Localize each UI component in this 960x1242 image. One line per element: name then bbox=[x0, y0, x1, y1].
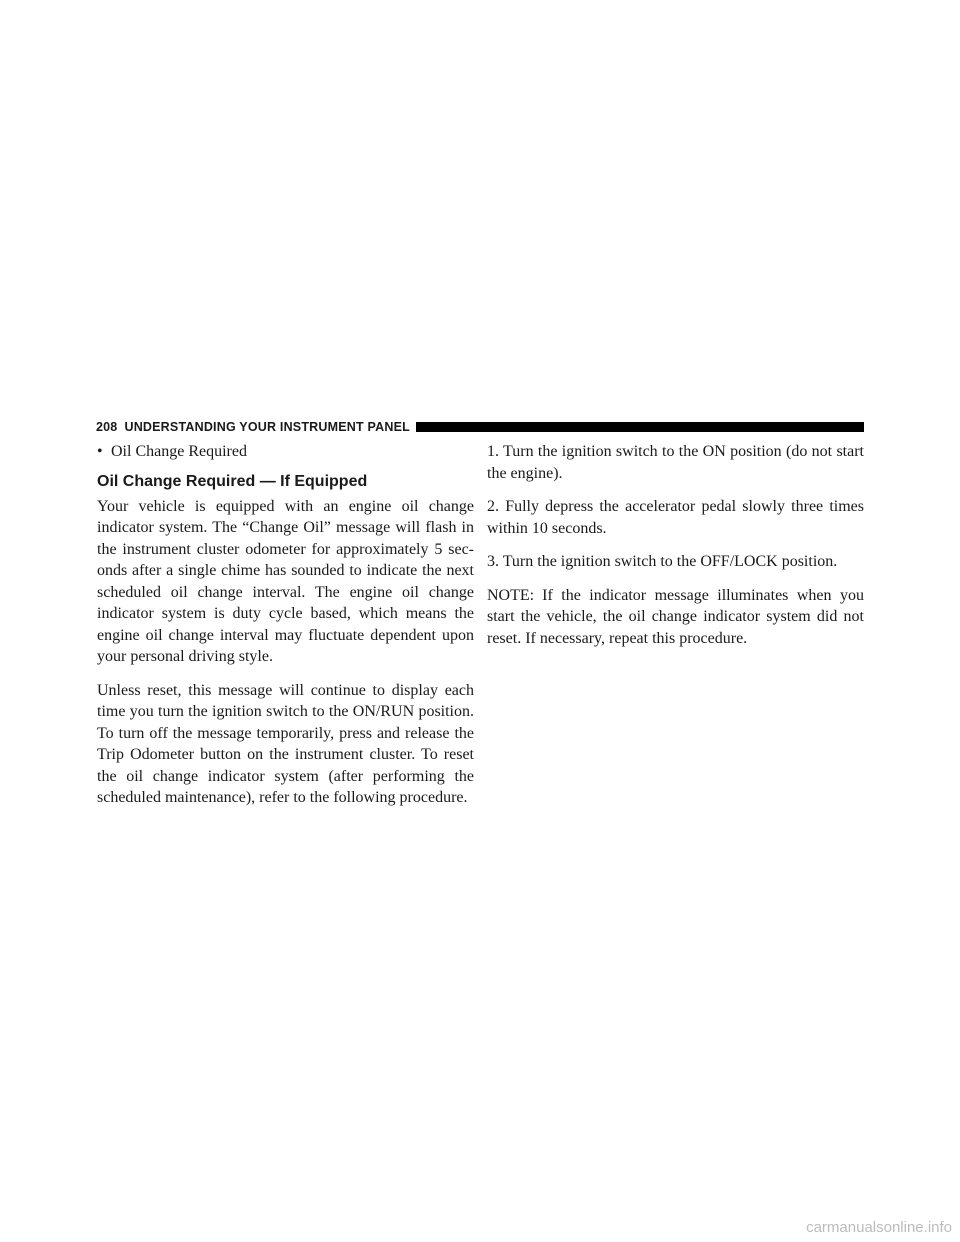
header-rule bbox=[416, 422, 864, 432]
page-header bbox=[96, 418, 864, 436]
step-2: 2. Fully depress the accelerator pedal slowly three times within 10 seconds. bbox=[487, 498, 864, 537]
section-heading: Oil Change Required — If Equipped bbox=[97, 472, 368, 490]
note-label: NOTE: bbox=[487, 586, 535, 604]
paragraph-reset: Unless reset, this message will continue to display each time you turn the ignition switch to the ON/RUN position. To turn off the message temporarily, press and release the Trip Odometer button on the instrument cluster. To reset the oil change indicator system (after performing the scheduled maintenance), refer to the following procedure. bbox=[97, 681, 474, 806]
step-3: 3. Turn the ignition switch to the OFF/LOCK position. bbox=[487, 553, 838, 570]
right-column bbox=[487, 441, 864, 661]
step-1: 1. Turn the ignition switch to the ON position (do not start the engine). bbox=[487, 443, 864, 482]
bullet-item bbox=[97, 441, 474, 463]
bullet-text: Oil Change Required bbox=[111, 443, 247, 460]
note bbox=[487, 585, 864, 650]
watermark: carmanualsonline.info bbox=[806, 1219, 952, 1236]
note-text: If the indicator message illuminates when you start the vehicle, the oil change indicator system did not reset. If necessary, repeat this procedure. bbox=[487, 586, 864, 647]
section-title: UNDERSTANDING YOUR INSTRUMENT PANEL bbox=[124, 420, 410, 434]
page-number: 208 bbox=[96, 420, 118, 434]
left-column bbox=[97, 441, 474, 821]
paragraph-intro: Your vehicle is equipped with an engine oil change indicator system. The “Change Oil” message will flash in the instrument cluster odometer for approximately 5 sec- onds after a single chime has sounded to indicate the next scheduled oil change interval. The engine oil change indicator system is duty cycle based, which means the engine oil change interval may fluctuate dependent upon your personal driving style. bbox=[97, 497, 474, 665]
bullet-icon: • bbox=[97, 443, 103, 460]
